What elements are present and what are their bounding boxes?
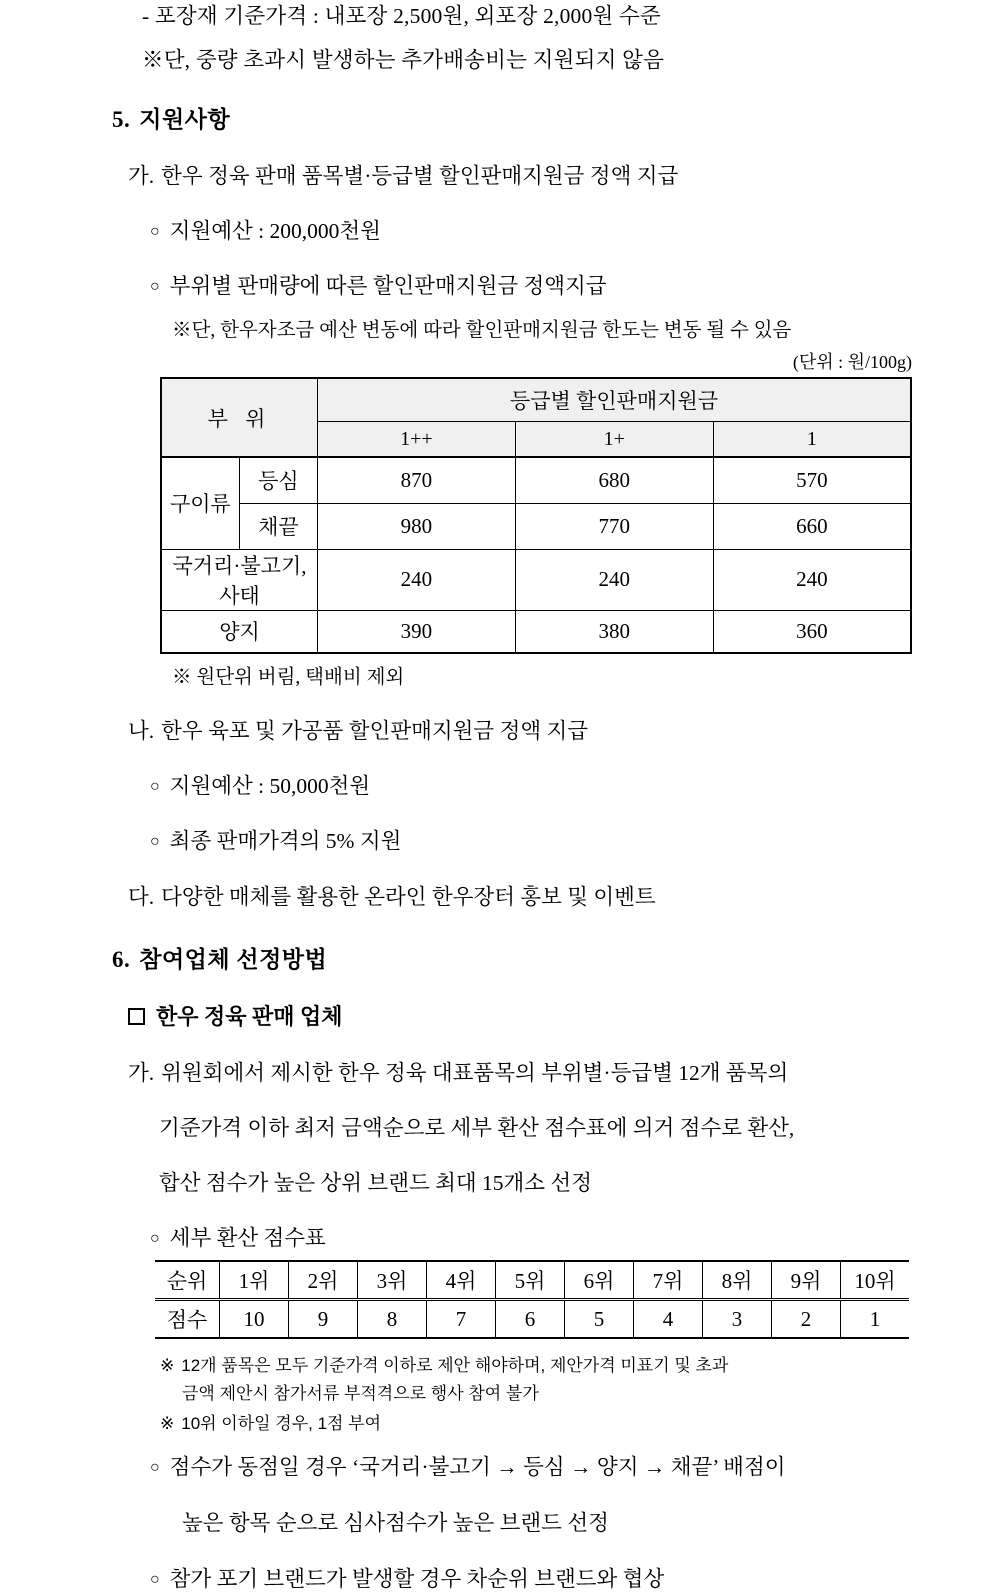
rank-cell: 1위 [220,1261,289,1300]
support-table-header-row-1 [161,378,911,422]
item-marker-ga: 가. [128,164,155,188]
score-row-label-score: 점수 [155,1300,220,1339]
reference-mark-icon: ※ [160,1356,175,1375]
rank-cell: 10위 [841,1261,910,1300]
section-5-heading [112,101,992,134]
score-cell: 6 [496,1300,565,1339]
cell-value: 660 [713,503,911,549]
cell-sub-deungsim: 등심 [239,457,317,503]
footnote-1-line-1 [160,1357,992,1374]
support-table-head [161,378,911,457]
checkbox-label: 한우 정육 판매 업체 [156,1004,343,1029]
item-marker-ga: 가. [128,1061,155,1085]
circle-bullet-icon: ○ [150,1571,160,1588]
table-unit-label: (단위 : 원/100g) [792,352,912,372]
section-5-bullet-budget2 [150,769,992,800]
bullet-text-byparts: 부위별 판매량에 따른 할인판매지원금 정액지급 [169,274,607,298]
support-table-footnote: ※ 원단위 버림, 택배비 제외 [172,667,405,688]
cell-value: 680 [515,457,713,503]
bullet-text-percent: 최종 판매가격의 5% 지원 [169,829,402,853]
score-cell: 8 [358,1300,427,1339]
footnote-2 [160,1415,992,1432]
score-table-body [155,1261,909,1338]
rank-cell: 2위 [289,1261,358,1300]
score-row-label-rank: 순위 [155,1261,220,1300]
score-cell: 7 [427,1300,496,1339]
shipping-note-line: ※단, 중량 초과시 발생하는 추가배송비는 지원되지 않음 [142,47,665,72]
section-5-item-da [128,880,992,911]
item-ga-line-2: 기준가격 이하 최저 금액순으로 세부 환산 점수표에 의거 점수로 환산, [159,1116,795,1140]
cell-group-gukgeori: 국거리·불고기, 사태 [161,549,318,610]
section-6-item-ga [128,1056,918,1197]
bullet-text-budget2: 지원예산 : 50,000천원 [169,774,371,798]
cell-sub-chaekkeut: 채끝 [239,503,317,549]
item-marker-da: 다. [128,885,155,909]
section-6-title: 참여업체 선정방법 [139,947,328,972]
rank-cell: 7위 [634,1261,703,1300]
section-6-number: 6. [112,947,131,972]
cell-value: 570 [713,457,911,503]
cell-value: 240 [515,549,713,610]
cell-group-yangji: 양지 [161,610,318,653]
cell-value: 360 [713,610,911,653]
cell-value: 240 [713,549,911,610]
reference-mark-icon: ※ [160,1414,175,1433]
item-ga-line-3: 합산 점수가 높은 상위 브랜드 최대 15개소 선정 [159,1171,592,1195]
header-grade-group: 등급별 할인판매지원금 [318,378,912,422]
item-text-na: 한우 육포 및 가공품 할인판매지원금 정액 지급 [161,719,589,743]
cell-value: 770 [515,503,713,549]
rank-cell: 9위 [772,1261,841,1300]
table-row [161,503,911,549]
header-part: 부 위 [161,378,318,457]
circle-bullet-icon: ○ [150,278,160,295]
footnote-1-text-1: 12개 품목은 모두 기준가격 이하로 제안 해야하며, 제안가격 미표기 및 초과 [181,1356,729,1375]
section-5-title: 지원사항 [139,107,231,132]
cell-group-guiryu: 구이류 [161,457,239,549]
score-cell: 3 [703,1300,772,1339]
score-conversion-table [155,1260,909,1339]
support-fund-variable-note: ※단, 한우자조금 예산 변동에 따라 할인판매지원금 한도는 변동 될 수 있음 [172,320,792,341]
table-row [161,610,911,653]
circle-bullet-icon: ○ [150,223,160,240]
footnote-1-line-2: 금액 제안시 참가서류 부적격으로 행사 참여 불가 [182,1384,539,1403]
cell-value: 390 [318,610,516,653]
section-5-bullet-budget [150,214,992,245]
footnote-2-text: 10위 이하일 경우, 1점 부여 [181,1414,382,1433]
item-ga-text-1: 위원회에서 제시한 한우 정육 대표품목의 부위별·등급별 12개 품목의 [161,1061,789,1085]
section-5-item-na [128,714,992,745]
tail-bullet-text-1: 점수가 동점일 경우 ‘국거리·불고기 → 등심 → 양지 → 채끝’ 배점이 [169,1455,786,1479]
score-cell: 10 [220,1300,289,1339]
support-amount-table [160,377,912,654]
section-5-number: 5. [112,107,131,132]
item-text-ga: 한우 정육 판매 품목별·등급별 할인판매지원금 정액 지급 [161,164,679,188]
rank-cell: 8위 [703,1261,772,1300]
cell-value: 240 [318,549,516,610]
header-grade-1pp: 1++ [318,422,516,458]
cell-value: 380 [515,610,713,653]
support-table-body [161,457,911,653]
packaging-price-line: - 포장재 기준가격 : 내포장 2,500원, 외포장 2,000원 수준 [142,4,661,28]
circle-bullet-icon: ○ [150,1459,160,1476]
section-5-bullet-byparts [150,269,992,300]
tail-bullet-tiebreak [150,1450,950,1537]
circle-bullet-icon: ○ [150,778,160,795]
tail-bullet-line-1 [150,1450,950,1481]
score-cell: 9 [289,1300,358,1339]
empty-checkbox-icon [128,1008,145,1025]
header-grade-1: 1 [713,422,911,458]
table-row [161,457,911,503]
score-cell: 1 [841,1300,910,1339]
bullet-text-budget: 지원예산 : 200,000천원 [169,219,381,243]
section-5-item-ga [128,159,992,190]
rank-cell: 3위 [358,1261,427,1300]
item-ga-line-1 [128,1056,918,1087]
header-grade-1p: 1+ [515,422,713,458]
section-6-checkbox-item [128,1000,992,1031]
section-6-heading [112,941,992,974]
item-marker-na: 나. [128,719,155,743]
tail-bullet-line-2: 높은 항목 순으로 심사점수가 높은 브랜드 선정 [182,1511,609,1535]
score-table-score-row [155,1300,909,1339]
score-table-rank-row [155,1261,909,1300]
rank-cell: 6위 [565,1261,634,1300]
section-5-bullet-percent [150,824,992,855]
tail-bullet-text-2: 참가 포기 브랜드가 발생할 경우 차순위 브랜드와 협상 [169,1567,665,1591]
cell-value: 870 [318,457,516,503]
circle-bullet-icon: ○ [150,1230,160,1247]
tail-bullet-withdrawal [150,1562,992,1593]
score-cell: 5 [565,1300,634,1339]
document-page [0,4,992,1591]
score-cell: 4 [634,1300,703,1339]
item-text-da: 다양한 매체를 활용한 온라인 한우장터 홍보 및 이벤트 [161,885,656,909]
circle-bullet-icon: ○ [150,833,160,850]
table-row [161,549,911,610]
cell-value: 980 [318,503,516,549]
rank-cell: 4위 [427,1261,496,1300]
section-6-bullet-score-table [150,1221,992,1252]
bullet-text-score-table: 세부 환산 점수표 [169,1226,326,1250]
score-cell: 2 [772,1300,841,1339]
rank-cell: 5위 [496,1261,565,1300]
